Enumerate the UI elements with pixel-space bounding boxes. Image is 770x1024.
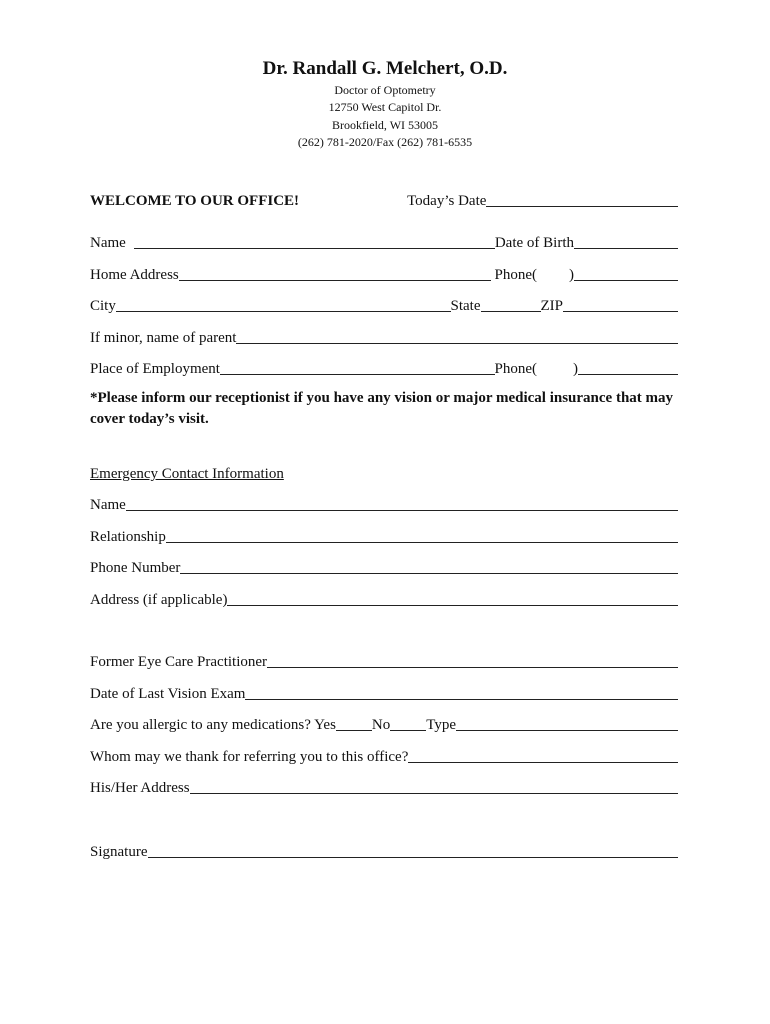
phone-label: Phone(	[494, 267, 537, 283]
employment-row	[90, 356, 678, 378]
last-exam-label: Date of Last Vision Exam	[90, 686, 246, 702]
referral-address-label: His/Her Address	[90, 780, 190, 796]
insurance-note: *Please inform our receptionist if you have any vision or major medical insurance that may cover today’s visit.	[90, 390, 674, 427]
allergy-no-label: No	[371, 717, 391, 733]
emergency-name-field[interactable]	[126, 495, 678, 511]
last-exam-row	[90, 681, 678, 703]
todays-date-label: Today’s Date	[407, 193, 487, 209]
signature-row	[90, 839, 678, 861]
former-practitioner-field[interactable]	[267, 652, 678, 668]
state-label: State	[450, 298, 481, 314]
employment-label: Place of Employment	[90, 361, 220, 377]
emergency-heading-row	[90, 461, 678, 483]
city-row	[90, 293, 678, 315]
name-field[interactable]	[134, 233, 495, 249]
emergency-heading: Emergency Contact Information	[90, 466, 284, 482]
home-address-label: Home Address	[90, 267, 179, 283]
allergy-label: Are you allergic to any medications? Yes	[90, 717, 336, 733]
phone-paren-close: )	[569, 267, 574, 283]
city-label: City	[90, 298, 116, 314]
referral-field[interactable]	[408, 747, 678, 763]
doctor-title: Doctor of Optometry	[334, 83, 436, 97]
allergy-type-field[interactable]	[456, 715, 678, 731]
emergency-phone-field[interactable]	[180, 558, 678, 574]
allergy-row	[90, 712, 678, 734]
office-phone: (262) 781-2020/Fax (262) 781-6535	[297, 135, 473, 149]
emergency-phone-label: Phone Number	[90, 560, 181, 576]
referral-label: Whom may we thank for referring you to this office?	[90, 749, 409, 765]
parent-label: If minor, name of parent	[90, 330, 237, 346]
phone-field[interactable]	[574, 265, 678, 281]
former-practitioner-row	[90, 649, 678, 671]
city-address: Brookfield, WI 53005	[331, 118, 439, 132]
relationship-row	[90, 524, 678, 546]
doctor-name: Dr. Randall G. Melchert, O.D.	[262, 58, 508, 79]
parent-field[interactable]	[236, 328, 678, 344]
relationship-label: Relationship	[90, 529, 166, 545]
welcome-row	[90, 188, 678, 210]
employment-field[interactable]	[220, 359, 495, 375]
dob-label: Date of Birth	[494, 235, 574, 251]
signature-field[interactable]	[148, 842, 679, 858]
dob-field[interactable]	[574, 233, 678, 249]
employment-phone-field[interactable]	[578, 359, 678, 375]
welcome-heading: WELCOME TO OUR OFFICE!	[90, 193, 300, 209]
emergency-address-label: Address (if applicable)	[90, 592, 228, 608]
street-address: 12750 West Capitol Dr.	[328, 100, 442, 114]
referral-address-field[interactable]	[190, 778, 678, 794]
allergy-type-label: Type	[426, 717, 457, 733]
employment-phone-label: Phone(	[494, 361, 537, 377]
zip-field[interactable]	[563, 296, 678, 312]
home-address-row	[90, 262, 678, 284]
zip-label: ZIP	[540, 298, 563, 314]
name-label: Name	[90, 235, 126, 251]
former-practitioner-label: Former Eye Care Practitioner	[90, 654, 268, 670]
referral-address-row	[90, 775, 678, 797]
emergency-phone-row	[90, 555, 678, 577]
emergency-address-row	[90, 587, 678, 609]
allergy-no-field[interactable]	[390, 715, 426, 731]
parent-row	[90, 325, 678, 347]
referral-row	[90, 744, 678, 766]
state-field[interactable]	[481, 296, 541, 312]
emergency-address-field[interactable]	[227, 590, 678, 606]
home-address-field[interactable]	[179, 265, 491, 281]
last-exam-field[interactable]	[245, 684, 678, 700]
city-field[interactable]	[116, 296, 451, 312]
relationship-field[interactable]	[166, 527, 678, 543]
employment-phone-paren-close: )	[573, 361, 578, 377]
name-row	[90, 230, 678, 252]
signature-label: Signature	[90, 844, 148, 860]
emergency-name-label: Name	[90, 497, 126, 513]
allergy-yes-field[interactable]	[336, 715, 372, 731]
emergency-name-row	[90, 492, 678, 514]
todays-date-field[interactable]	[486, 191, 678, 207]
